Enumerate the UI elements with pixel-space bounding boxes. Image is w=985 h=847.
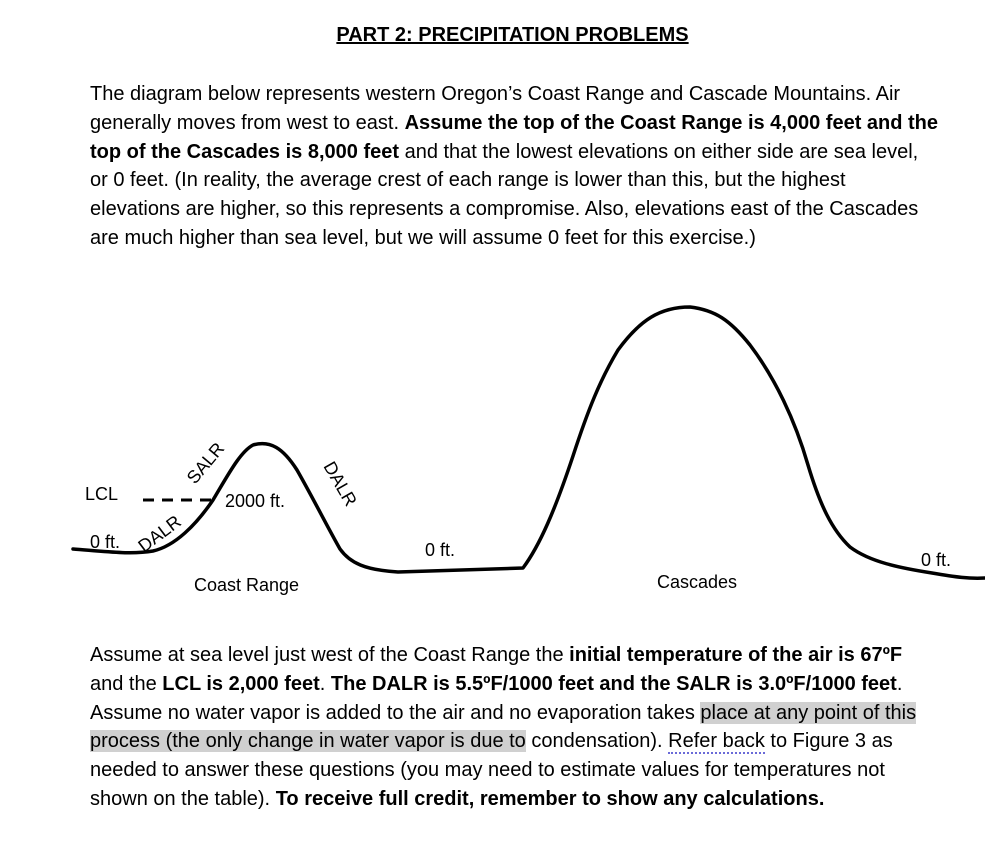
refer-back-link[interactable]: Refer back bbox=[668, 730, 765, 753]
problem-text-6: to Figure 3 as needed to answer these questions (you may need to estimate values for temperatures not shown on the table). bbox=[90, 730, 893, 810]
problem-text-4: . Assume no water vapor is added to the air and no evaporation takes bbox=[90, 672, 903, 724]
page-title: PART 2: PRECIPITATION PROBLEMS bbox=[336, 24, 689, 46]
problem-bold-lcl: LCL is 2,000 feet bbox=[162, 672, 320, 695]
problem-bold-credit: To receive full credit, remember to show any calculations. bbox=[275, 787, 825, 810]
problem-paragraph bbox=[90, 641, 940, 814]
problem-bold-lapse-rates: The DALR is 5.5ºF/1000 feet and the SALR is 3.0ºF/1000 feet bbox=[330, 672, 897, 695]
dalr-left-label: DALR bbox=[134, 511, 185, 557]
zero-ft-left-label: 0 ft. bbox=[90, 532, 121, 552]
intro-bold-assumption: Assume the top of the Coast Range is 4,000 feet and the top of the Cascades is 8,000 feet bbox=[90, 111, 939, 163]
salr-label: SALR bbox=[182, 438, 229, 488]
zero-ft-right-label: 0 ft. bbox=[921, 550, 952, 570]
problem-text-3: . bbox=[319, 672, 331, 695]
lcl-label: LCL bbox=[85, 484, 119, 504]
problem-text-1: Assume at sea level just west of the Coast Range the bbox=[90, 644, 570, 666]
intro-text-1: The diagram below represents western Oregon’s Coast Range and Cascade Mountains. Air generally moves from west to east. bbox=[90, 83, 901, 134]
coast-range-label: Coast Range bbox=[194, 575, 300, 595]
highlighted-text: place at any point of this process (the only change in water vapor is due to bbox=[90, 701, 917, 753]
problem-text-2: and the bbox=[90, 672, 163, 695]
lcl-height-label: 2000 ft. bbox=[225, 491, 286, 511]
problem-text-5: condensation). bbox=[525, 730, 669, 753]
problem-bold-initial-temp: initial temperature of the air is 67ºF bbox=[569, 644, 903, 666]
zero-ft-middle-label: 0 ft. bbox=[425, 540, 456, 560]
intro-text-2: and that the lowest elevations on either side are sea level, or 0 feet. (In reality, the average crest of each range is lower than this, but the highest elevations are higher, so this represents a compromise. Also, elevations east of the Cascades are much higher than sea level, but we will assume 0 feet for this exercise.) bbox=[90, 140, 919, 249]
cascades-label: Cascades bbox=[657, 572, 738, 592]
dalr-right-label: DALR bbox=[319, 458, 361, 510]
